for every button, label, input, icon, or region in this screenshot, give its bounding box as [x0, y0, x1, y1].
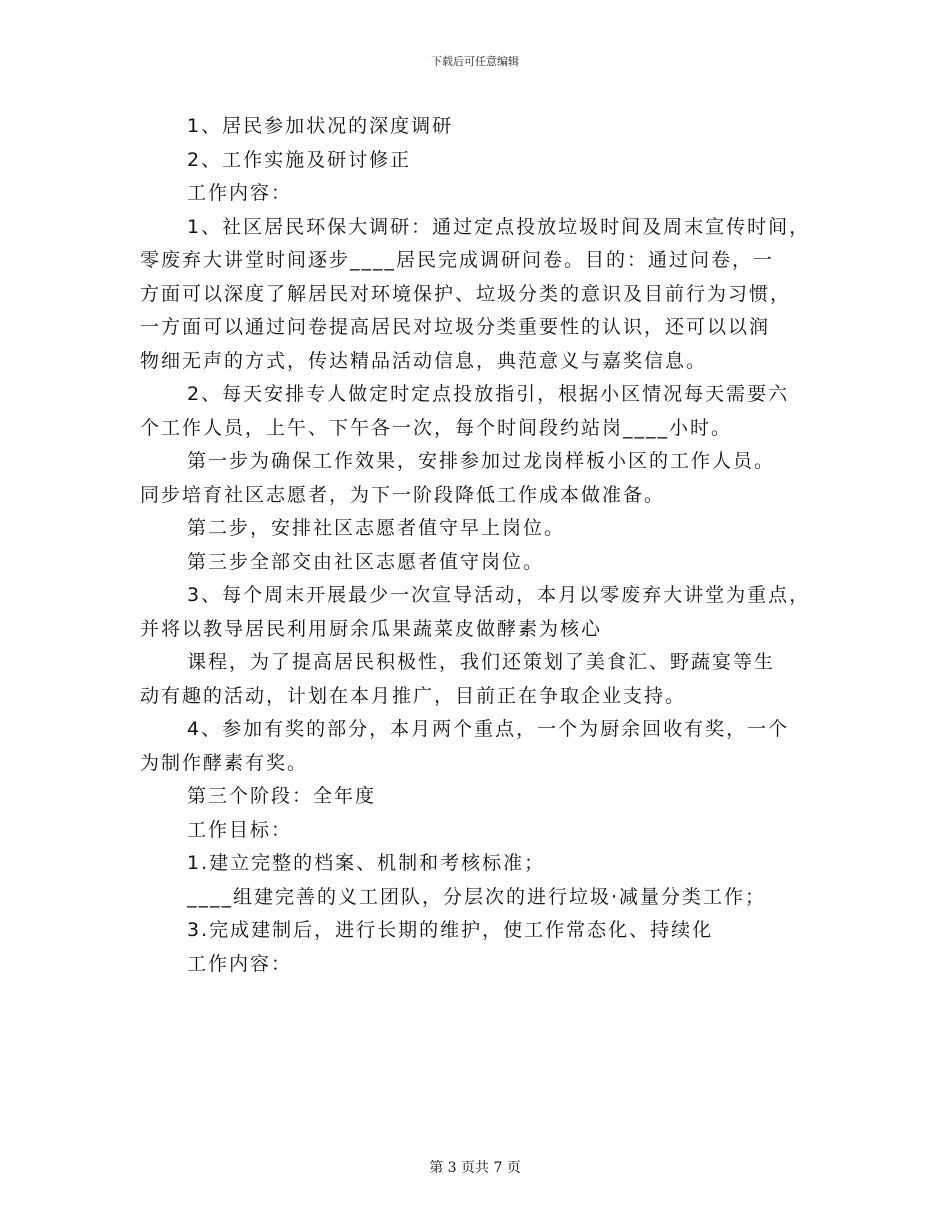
page-header: 下载后可任意编辑	[431, 55, 519, 68]
paragraph-line: 3.完成建制后，进行长期的维护，使工作常态化、持续化	[187, 919, 714, 941]
paragraph-line: 4、参加有奖的部分，本月两个重点，一个为厨余回收有奖，一个	[187, 718, 790, 740]
paragraph-line: 动有趣的活动，计划在本月推广，目前正在争取企业支持。	[140, 684, 687, 707]
paragraph-line: 1.建立完整的档案、机制和考核标准；	[187, 852, 546, 874]
paragraph-line: 个工作人员，上午、下午各一次，每个时间段约站岗____小时。	[140, 416, 733, 439]
document-body	[140, 110, 830, 981]
paragraph-line: 2、工作实施及研讨修正	[187, 148, 412, 171]
paragraph-line: 一方面可以通过问卷提高居民对垃圾分类重要性的认识，还可以以润	[140, 316, 771, 338]
paragraph-line: 零废弃大讲堂时间逐步____居民完成调研问卷。目的：通过问卷，一	[140, 249, 775, 271]
paragraph-line: 1、居民参加状况的深度调研	[187, 115, 454, 137]
paragraph-line: 2、每天安排专人做定时定点投放指引，根据小区情况每天需要六	[187, 383, 790, 405]
paragraph-line: 第二步，安排社区志愿者值守早上岗位。	[187, 517, 566, 539]
paragraph-line: 并将以教导居民利用厨余瓜果蔬菜皮做酵素为核心	[140, 617, 603, 640]
paragraph-line: 同步培育社区志愿者，为下一阶段降低工作成本做准备。	[140, 483, 666, 506]
paragraph-line: 为制作酵素有奖。	[140, 751, 309, 774]
paragraph-line: 物细无声的方式，传达精品活动信息，典范意义与嘉奖信息。	[140, 349, 708, 372]
page-footer: 第 3 页共 7 页	[429, 1160, 521, 1176]
paragraph-line: 1、社区居民环保大调研：通过定点投放垃圾时间及周末宣传时间，	[187, 215, 811, 238]
paragraph-line: ____组建完善的义工团队，分层次的进行垃圾·减量分类工作；	[187, 885, 767, 908]
paragraph-line: 方面可以深度了解居民对环境保护、垃圾分类的意识及目前行为习惯，	[140, 282, 792, 305]
paragraph-line: 工作内容：	[187, 182, 293, 204]
paragraph-line: 第三个阶段：全年度	[187, 785, 377, 807]
paragraph-line: 工作目标：	[187, 818, 293, 841]
paragraph-line: 工作内容：	[187, 952, 293, 975]
paragraph-line: 3、每个周末开展最少一次宣导活动，本月以零废弃大讲堂为重点，	[187, 584, 811, 606]
paragraph-line: 第一步为确保工作效果，安排参加过龙岗样板小区的工作人员。	[187, 450, 776, 472]
paragraph-line: 课程，为了提高居民积极性，我们还策划了美食汇、野蔬宴等生	[187, 651, 776, 673]
paragraph-line: 第三步全部交由社区志愿者值守岗位。	[187, 550, 545, 573]
